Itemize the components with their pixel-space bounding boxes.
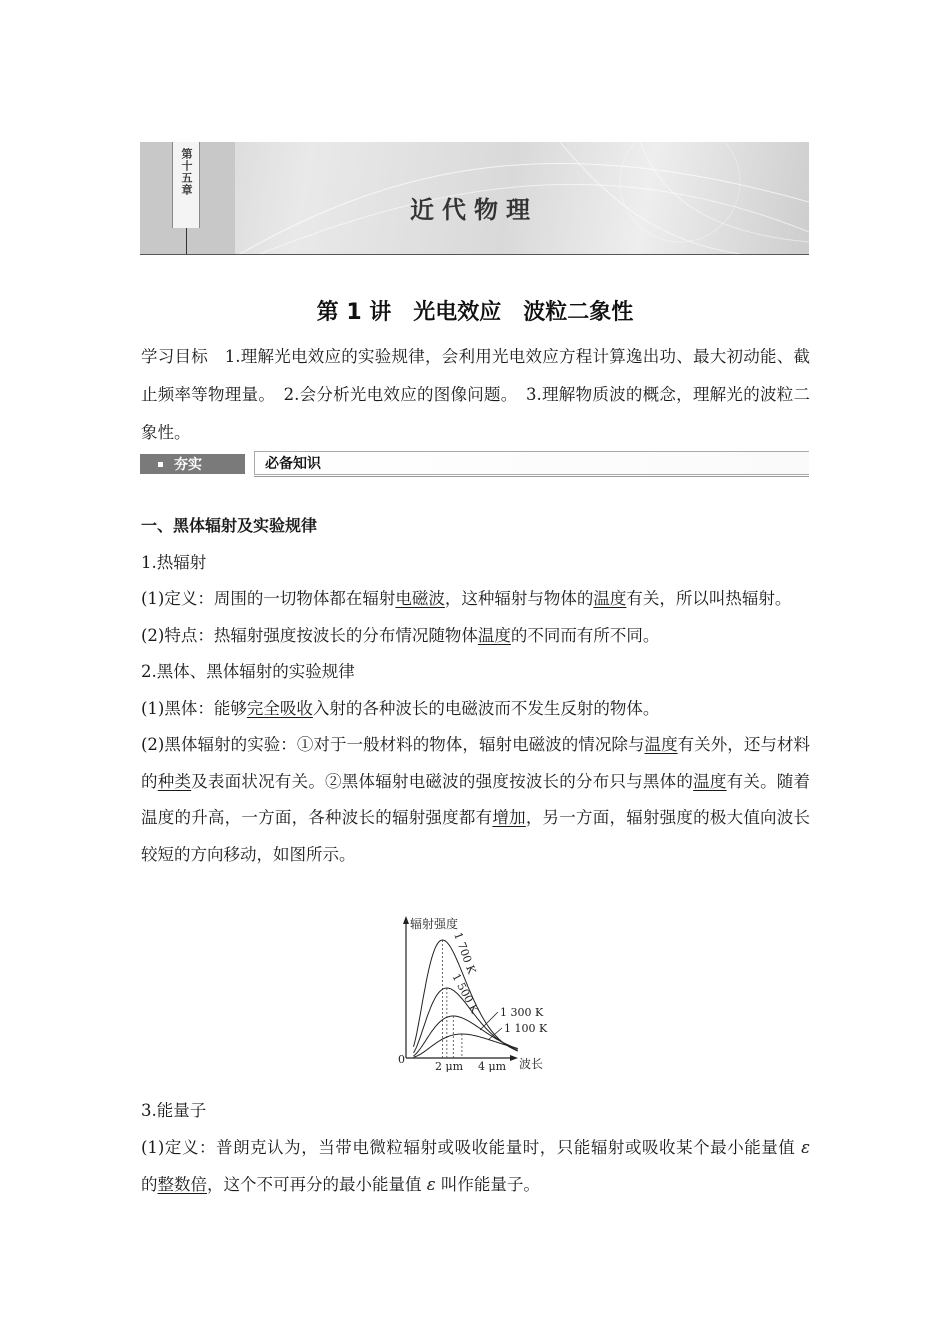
key-term: 增加	[492, 808, 526, 827]
series-curve	[414, 1016, 518, 1056]
key-term: 完全吸收	[246, 698, 313, 718]
text: 的	[141, 1175, 158, 1194]
series-label: 1 300 K	[500, 1006, 544, 1019]
chapter-banner	[140, 142, 809, 255]
key-term: 种类	[157, 771, 192, 791]
text: 有关。随着温度的升高，一方面，各种波长的辐射强度都有	[141, 771, 811, 827]
text: 入射的各种波长的电磁波而不发生反射的物体。	[312, 698, 660, 718]
series-label: 1 100 K	[504, 1022, 548, 1035]
chapter-tab: 第十五章	[172, 142, 200, 228]
x-tick-label: 4 μm	[477, 1060, 507, 1072]
series-label: 1 700 K	[451, 930, 479, 976]
blackbody-chart	[392, 912, 562, 1072]
paragraph-blackbody	[141, 691, 810, 728]
section-content	[141, 508, 810, 873]
learning-objectives	[141, 338, 810, 452]
section-heading: 一、黑体辐射及实验规律	[141, 516, 318, 535]
text: 叫作能量子。	[435, 1175, 540, 1194]
subheading-thermal-radiation: 1.热辐射	[141, 552, 207, 572]
text: (1)黑体：能够	[141, 698, 247, 718]
section-label: 必备知识	[254, 451, 809, 475]
text: ，这个不可再分的最小能量值	[207, 1175, 427, 1194]
chapter-title: 近代物理	[410, 196, 538, 224]
text: (1)定义：普朗克认为，当带电微粒辐射或吸收能量时，只能辐射或吸收某个最小能量值	[141, 1138, 802, 1157]
objectives-label: 学习目标	[141, 347, 208, 366]
chapter-tab-line	[186, 228, 187, 254]
x-axis-arrow	[510, 1055, 518, 1061]
x-axis-label: 波长	[519, 1057, 544, 1071]
section-bar	[140, 451, 809, 477]
text: (2)特点：热辐射强度按波长的分布情况随物体	[141, 625, 478, 645]
key-term: 整数倍	[157, 1175, 207, 1194]
paragraph-definition	[141, 581, 810, 618]
text: ，另一方面，辐射强度的极大值向波长较短的方向移动，如图所示。	[141, 808, 811, 864]
text: ，这种辐射与物体的	[444, 589, 594, 608]
key-term: 温度	[477, 625, 511, 645]
paragraph-experiment	[141, 727, 810, 873]
x-tick-label: 2 μm	[434, 1060, 464, 1072]
key-term: 电磁波	[395, 589, 445, 608]
subheading-blackbody: 2.黑体、黑体辐射的实验规律	[141, 662, 355, 681]
section-underline	[254, 476, 809, 477]
origin-label: 0	[398, 1053, 405, 1066]
text: 的不同而有所不同。	[510, 625, 660, 645]
series-label: 1 500 K	[449, 971, 482, 1016]
objectives-text: 1.理解光电效应的实验规律，会利用光电效应方程计算逸出功、最大初动能、截止频率等物理量。 2.会分析光电效应的图像问题。 3.理解物质波的概念，理解光的波粒二象性。	[141, 347, 810, 442]
text: 及表面状况有关。②黑体辐射电磁波的强度按波长的分布只与黑体的	[191, 771, 694, 791]
chart-svg	[392, 912, 562, 1072]
text: 有关外，还与材料的	[141, 735, 811, 791]
subheading-energy-quantum: 3.能量子	[141, 1101, 207, 1120]
text: 有关，所以叫热辐射。	[626, 589, 792, 608]
section-tag-text: 夯实	[174, 457, 202, 473]
text: (1)定义：周围的一切物体都在辐射	[141, 589, 396, 608]
y-axis-arrow	[403, 916, 409, 924]
bullet-icon	[158, 462, 163, 467]
section-energy-quantum	[141, 1092, 810, 1203]
key-term: 温度	[693, 771, 727, 791]
lesson-title: 第 1 讲 光电效应 波粒二象性	[316, 300, 634, 325]
epsilon-symbol: ε	[801, 1138, 810, 1157]
paragraph-feature	[141, 618, 810, 655]
epsilon-symbol: ε	[426, 1175, 436, 1194]
paragraph-energy-quantum	[141, 1129, 810, 1203]
section-tag	[140, 454, 245, 474]
series-curve	[414, 1034, 518, 1057]
key-term: 温度	[593, 589, 627, 608]
text: (2)黑体辐射的实验：①对于一般材料的物体，辐射电磁波的情况除与	[141, 735, 645, 754]
key-term: 温度	[644, 735, 678, 754]
y-axis-label: 辐射强度	[410, 917, 459, 931]
